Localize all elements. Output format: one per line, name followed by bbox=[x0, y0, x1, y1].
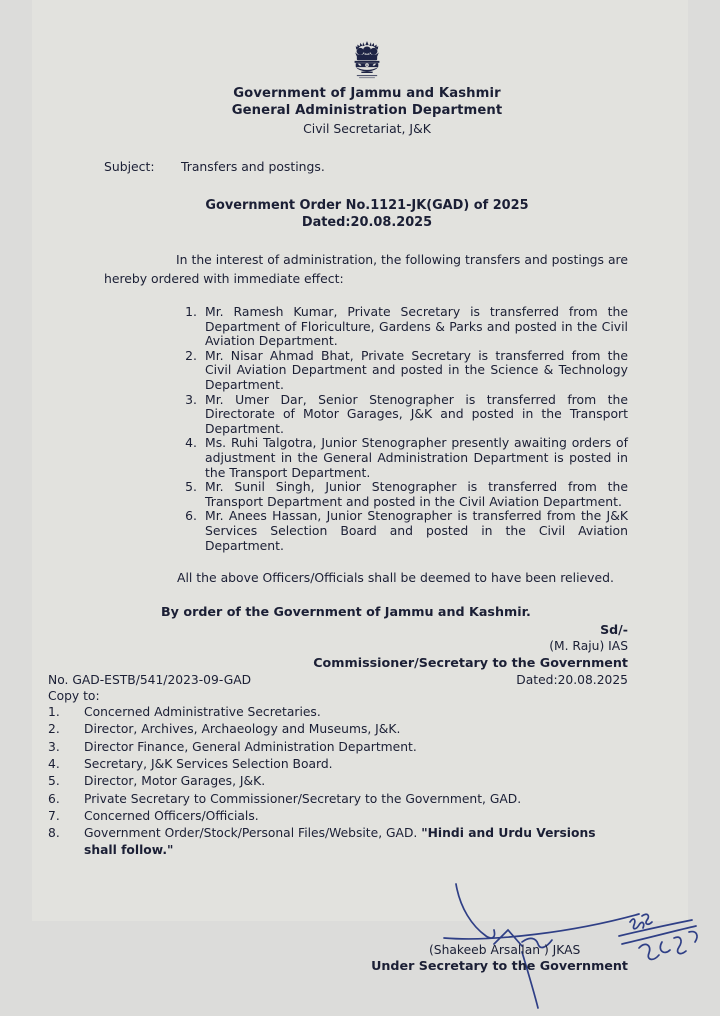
transfer-item bbox=[177, 480, 630, 509]
transfer-item-number: 1. bbox=[185, 304, 197, 319]
copy-to-item-emphasis-cont: shall follow." bbox=[84, 843, 174, 858]
copy-to-item bbox=[48, 739, 630, 756]
signatory-block bbox=[104, 622, 630, 671]
transfer-item bbox=[177, 305, 630, 349]
transfer-item bbox=[177, 436, 630, 480]
copy-to-item-number: 4. bbox=[48, 756, 60, 771]
org-line-secretariat: Civil Secretariat, J&K bbox=[303, 121, 431, 136]
transfer-item bbox=[177, 349, 630, 393]
subject-value: Transfers and postings. bbox=[181, 159, 325, 174]
bottom-signature-area bbox=[104, 896, 630, 1016]
transfer-item-number: 3. bbox=[185, 391, 197, 407]
subject-row bbox=[104, 158, 630, 175]
document-body bbox=[32, 0, 688, 973]
copy-to-item bbox=[48, 704, 630, 721]
india-state-emblem-icon bbox=[350, 40, 384, 84]
order-number: Government Order No.1121-JK(GAD) of 2025 bbox=[205, 198, 529, 213]
file-dated: Dated:20.08.2025 bbox=[516, 673, 628, 688]
copy-to-item-text: Government Order/Stock/Personal Files/Website, GAD. bbox=[84, 826, 422, 841]
copy-to-item-number: 1. bbox=[48, 705, 60, 720]
order-date: Dated:20.08.2025 bbox=[301, 215, 433, 230]
transfer-item bbox=[177, 509, 630, 553]
copy-to-item-number: 8. bbox=[48, 826, 60, 841]
copy-to-item-text: Director, Motor Garages, J&K. bbox=[84, 774, 266, 789]
copy-to-item-number: 2. bbox=[48, 722, 60, 737]
signatory-designation: Commissioner/Secretary to the Government bbox=[313, 654, 628, 670]
copy-to-item-text: Director, Archives, Archaeology and Museums, J&K. bbox=[84, 722, 401, 737]
copy-to-item bbox=[48, 825, 630, 860]
copy-to-list bbox=[48, 704, 630, 860]
file-number-row bbox=[48, 672, 630, 688]
copy-to-label: Copy to: bbox=[48, 689, 100, 704]
transfer-item-text: Mr. Sunil Singh, Junior Stenographer is transferred from the Transport Department and posted in the Civil Aviation Department. bbox=[205, 479, 628, 509]
copy-to-item-text: Secretary, J&K Services Selection Board. bbox=[84, 756, 333, 771]
org-line-department: General Administration Department bbox=[231, 102, 503, 118]
copy-to-item-text: Director Finance, General Administration Department. bbox=[84, 739, 417, 754]
transfer-item-text: Mr. Ramesh Kumar, Private Secretary is transferred from the Department of Floriculture, Gardens & Parks and posted in the Civil Aviation Department. bbox=[205, 304, 628, 349]
copy-to-item bbox=[48, 791, 630, 808]
subject-label: Subject: bbox=[104, 159, 155, 174]
copy-to-item bbox=[48, 721, 630, 738]
copy-to-item bbox=[48, 756, 630, 773]
transfer-item-text: Ms. Ruhi Talgotra, Junior Stenographer presently awaiting orders of adjustment in the General Administration Department is posted in the Transport Department. bbox=[205, 435, 628, 480]
relieved-note: All the above Officers/Officials shall be deemed to have been relieved. bbox=[177, 570, 614, 586]
file-number: No. GAD-ESTB/541/2023-09-GAD bbox=[48, 673, 252, 688]
copy-to-item bbox=[48, 808, 630, 825]
by-order-line: By order of the Government of Jammu and Kashmir. bbox=[161, 604, 531, 620]
signatory-name: (M. Raju) IAS bbox=[549, 639, 628, 654]
transfer-item-number: 5. bbox=[185, 479, 197, 495]
transfer-item-number: 4. bbox=[185, 435, 197, 451]
transfer-item-number: 6. bbox=[185, 508, 197, 524]
copy-to-item-text: Concerned Administrative Secretaries. bbox=[84, 705, 321, 720]
transfer-item-text: Mr. Anees Hassan, Junior Stenographer is transferred from the J&K Services Selection Board and posted in the Civil Aviation Department. bbox=[205, 508, 628, 553]
transfer-item-number: 2. bbox=[185, 347, 197, 363]
transfers-list bbox=[104, 305, 630, 553]
bottom-signatory-designation: Under Secretary to the Government bbox=[371, 957, 628, 973]
bottom-signatory-name: (Shakeeb Arsallan ) JKAS bbox=[429, 942, 581, 957]
copy-to-item-text: Concerned Officers/Officials. bbox=[84, 808, 259, 823]
copy-to-item-emphasis: "Hindi and Urdu Versions bbox=[421, 826, 596, 841]
copy-to-item-number: 6. bbox=[48, 791, 60, 806]
copy-to-item-number: 7. bbox=[48, 808, 60, 823]
intro-paragraph: In the interest of administration, the following transfers and postings are hereby ordered with immediate effect: bbox=[104, 252, 628, 286]
transfer-item-text: Mr. Umer Dar, Senior Stenographer is transferred from the Directorate of Motor Garages, J&K and posted in the Transport Department. bbox=[205, 391, 628, 436]
copy-to-item-number: 3. bbox=[48, 739, 60, 754]
copy-to-item bbox=[48, 773, 630, 790]
document-page bbox=[32, 0, 688, 973]
copy-to-item-number: 5. bbox=[48, 774, 60, 789]
transfer-item bbox=[177, 393, 630, 437]
org-line-government: Government of Jammu and Kashmir bbox=[233, 86, 501, 101]
sd-mark: Sd/- bbox=[600, 622, 628, 638]
transfer-item-text: Mr. Nisar Ahmad Bhat, Private Secretary is transferred from the Civil Aviation Department and posted in the Science & Technology Department. bbox=[205, 347, 628, 392]
copy-to-item-text: Private Secretary to Commissioner/Secretary to the Government, GAD. bbox=[84, 791, 522, 806]
emblem-container bbox=[104, 40, 630, 86]
